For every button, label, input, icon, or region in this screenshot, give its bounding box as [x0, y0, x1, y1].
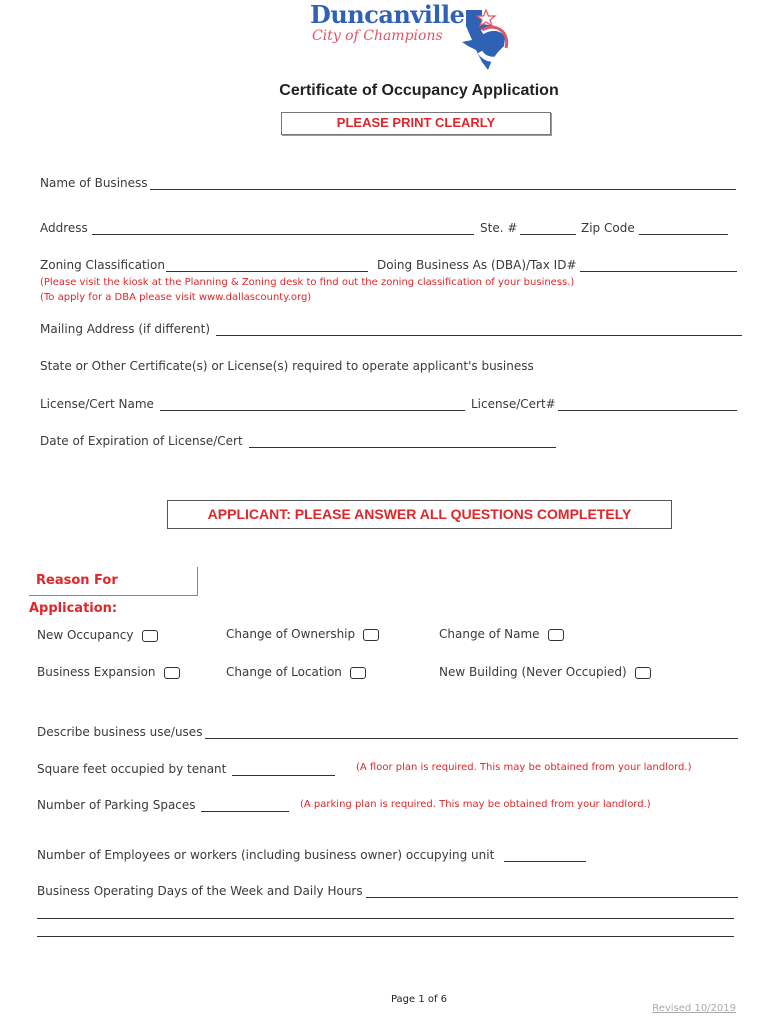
- business-use-label: Describe business use/uses: [37, 725, 203, 739]
- suite-line[interactable]: [520, 221, 576, 235]
- logo-tagline: City of Champions: [312, 28, 443, 44]
- change-ownership-checkbox[interactable]: [363, 629, 379, 641]
- mailing-label: Mailing Address (if different): [40, 322, 211, 336]
- square-feet-label: Square feet occupied by tenant: [37, 762, 227, 776]
- business-expansion-option[interactable]: [37, 665, 180, 679]
- print-clearly-notice: PLEASE PRINT CLEARLY: [281, 112, 551, 135]
- address-label: Address: [40, 221, 88, 235]
- employees-label: Number of Employees or workers (including business owner) occupying unit: [37, 848, 495, 862]
- new-occupancy-checkbox[interactable]: [142, 630, 158, 642]
- address-line[interactable]: [92, 221, 474, 235]
- license-num-line[interactable]: [558, 397, 737, 411]
- expiration-label: Date of Expiration of License/Cert: [40, 434, 243, 448]
- reason-heading-text: Reason For Application:: [29, 573, 118, 616]
- dba-note: (To apply for a DBA please visit www.dallascounty.org): [40, 292, 312, 303]
- hours-label: Business Operating Days of the Week and Daily Hours: [37, 884, 363, 898]
- logo-name: Duncanville: [310, 0, 465, 29]
- parking-label: Number of Parking Spaces: [37, 798, 196, 812]
- parking-plan-note: (A parking plan is required. This may be obtained from your landlord.): [300, 799, 651, 810]
- change-location-option[interactable]: [226, 665, 366, 679]
- hours-line[interactable]: [366, 884, 738, 898]
- new-occupancy-option[interactable]: [37, 628, 158, 642]
- change-location-label: Change of Location: [226, 665, 342, 679]
- zoning-note: (Please visit the kiosk at the Planning & Zoning desk to find out the zoning classification of your business.): [40, 277, 575, 288]
- reason-heading: [29, 567, 198, 616]
- zip-label: Zip Code: [581, 221, 635, 235]
- business-expansion-label: Business Expansion: [37, 665, 156, 679]
- business-use-line[interactable]: [205, 725, 738, 739]
- hours-line-2[interactable]: [37, 905, 734, 919]
- dba-line[interactable]: [580, 258, 737, 272]
- zoning-line[interactable]: [166, 258, 368, 272]
- change-ownership-option[interactable]: [226, 627, 379, 641]
- page-title: Certificate of Occupancy Application: [279, 82, 559, 99]
- new-occupancy-label: New Occupancy: [37, 628, 134, 642]
- revised-date: Revised 10/2019: [652, 1003, 736, 1014]
- new-building-checkbox[interactable]: [635, 667, 651, 679]
- parking-line[interactable]: [201, 798, 289, 812]
- business-name-line[interactable]: [150, 176, 736, 190]
- employees-line[interactable]: [504, 848, 586, 862]
- floor-plan-note: (A floor plan is required. This may be obtained from your landlord.): [356, 762, 692, 773]
- new-building-label: New Building (Never Occupied): [439, 665, 627, 679]
- business-expansion-checkbox[interactable]: [164, 667, 180, 679]
- texas-star-logo-icon: [452, 2, 522, 72]
- state-cert-label: State or Other Certificate(s) or License(s) required to operate applicant's business: [40, 359, 534, 373]
- license-num-label: License/Cert#: [471, 397, 556, 411]
- zip-line[interactable]: [639, 221, 728, 235]
- suite-label: Ste. #: [480, 221, 518, 235]
- change-name-option[interactable]: [439, 627, 564, 641]
- change-ownership-label: Change of Ownership: [226, 627, 356, 641]
- zoning-label: Zoning Classification: [40, 258, 165, 272]
- page-number: Page 1 of 6: [390, 994, 448, 1005]
- business-name-field[interactable]: [40, 176, 148, 190]
- square-feet-line[interactable]: [232, 762, 335, 776]
- hours-line-3[interactable]: [37, 923, 734, 937]
- change-name-label: Change of Name: [439, 627, 540, 641]
- mailing-line[interactable]: [216, 322, 742, 336]
- expiration-line[interactable]: [249, 434, 556, 448]
- business-name-label: Name of Business: [40, 176, 148, 190]
- license-name-line[interactable]: [160, 397, 465, 411]
- dba-label: Doing Business As (DBA)/Tax ID#: [377, 258, 577, 272]
- change-name-checkbox[interactable]: [548, 629, 564, 641]
- license-name-label: License/Cert Name: [40, 397, 154, 411]
- answer-all-banner: APPLICANT: PLEASE ANSWER ALL QUESTIONS COMPLETELY: [167, 500, 672, 529]
- change-location-checkbox[interactable]: [350, 667, 366, 679]
- new-building-option[interactable]: [439, 665, 651, 679]
